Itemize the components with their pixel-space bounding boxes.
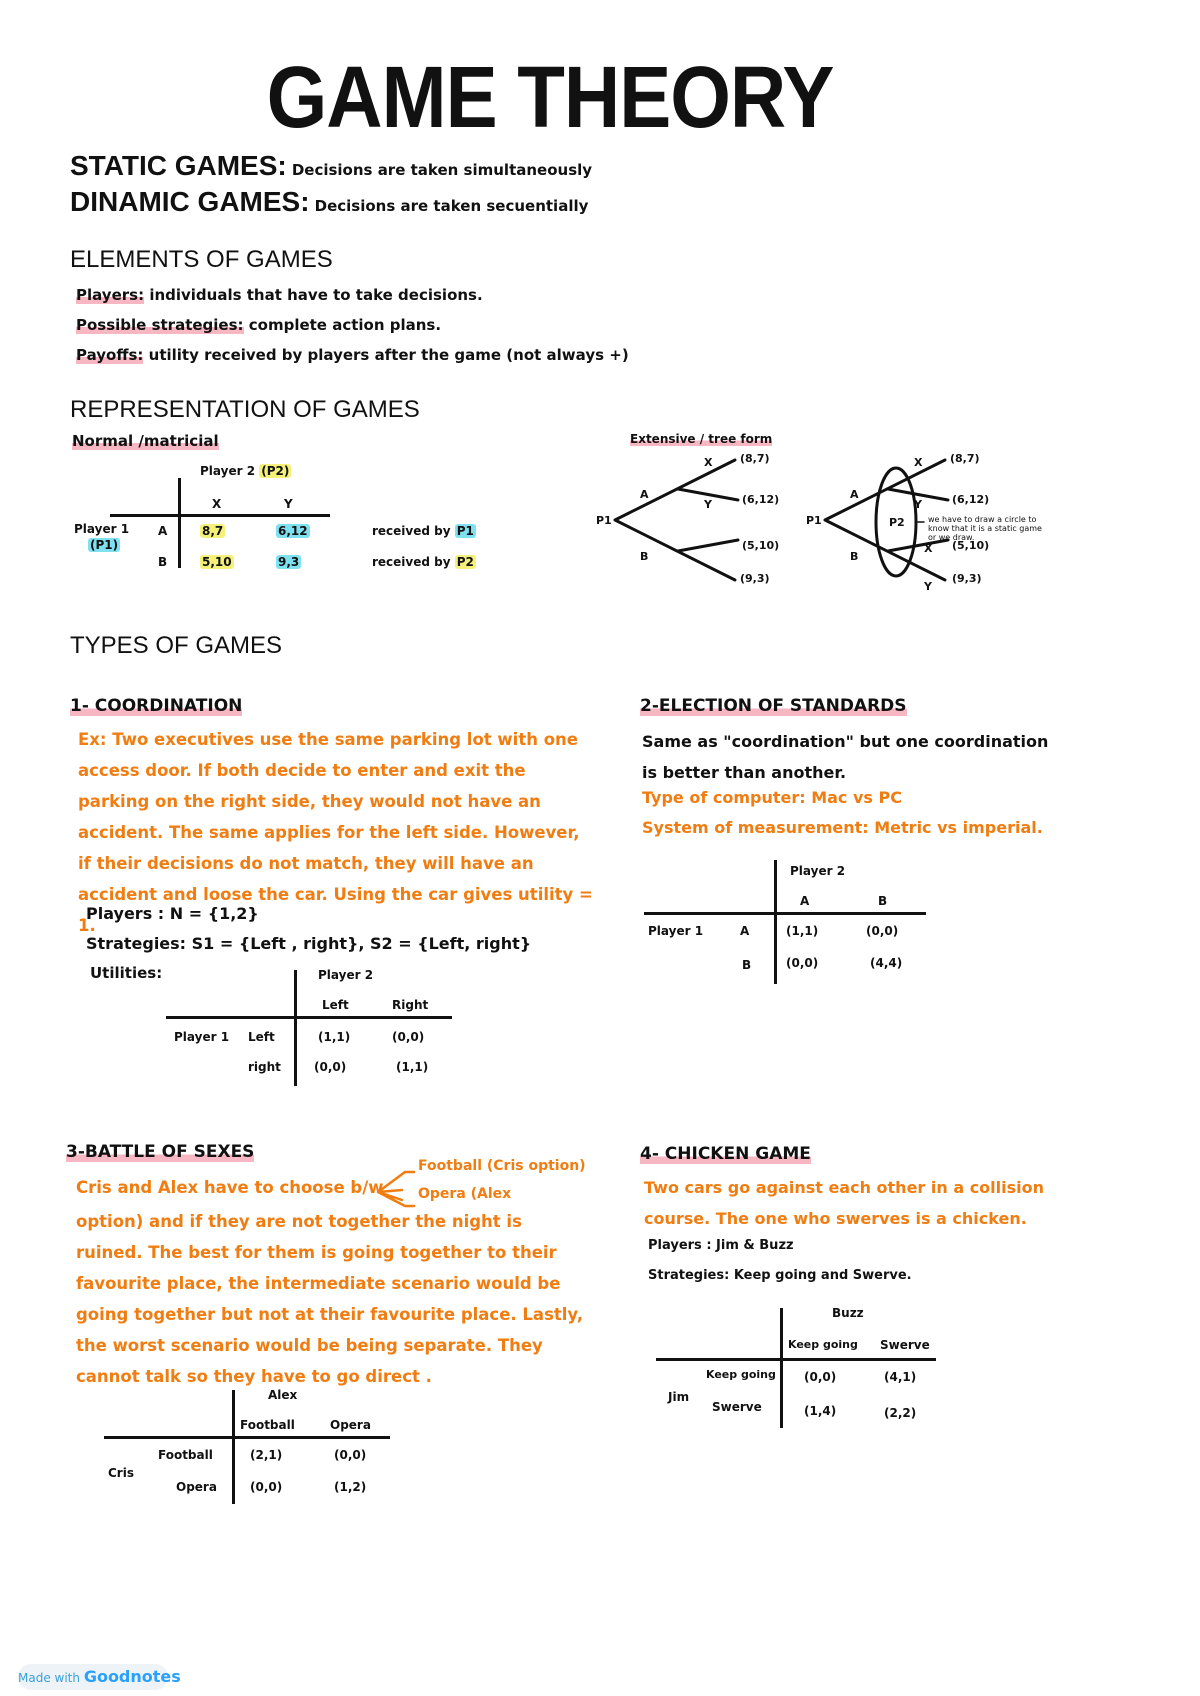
chicken-cell-ks: (4,1)	[884, 1370, 917, 1384]
battle-cell-oo: (1,2)	[334, 1480, 367, 1494]
chicken-col-player: Buzz	[832, 1306, 864, 1320]
coord-row-right: right	[248, 1060, 281, 1074]
chicken-cell-ss: (2,2)	[884, 1406, 917, 1420]
normal-col-y: Y	[284, 497, 293, 511]
representation-heading: REPRESENTATION OF GAMES	[70, 396, 420, 423]
cell-a-y: 6,12	[278, 524, 308, 538]
tree2-root: P1	[806, 514, 822, 527]
chicken-col-swerve: Swerve	[880, 1338, 930, 1352]
goodnotes-badge[interactable]	[18, 1664, 181, 1690]
players-label: Players:	[76, 286, 145, 304]
coord-cell-lr: (0,0)	[392, 1030, 425, 1044]
election-row-a: A	[740, 924, 750, 938]
strategies-label: Possible strategies:	[76, 316, 244, 334]
battle-vline	[232, 1390, 235, 1504]
cell-b-x: 5,10	[202, 555, 232, 569]
battle-col-opera: Opera	[330, 1418, 371, 1432]
normal-col-x: X	[212, 497, 222, 511]
battle-text: option) and if they are not together the night is ruined. The best for them is going together to their favourite place, the intermediate scenario would be going together but not at their favourite place. Lastly, the worst scenario would be being separate. They cannot talk so they have to go direct .	[76, 1212, 584, 1386]
chicken-strategies: Strategies: Keep going and Swerve.	[648, 1268, 912, 1283]
tree1-payoff-3: (5,10)	[742, 539, 780, 552]
tree2-payoff-2: (6,12)	[952, 493, 990, 506]
battle-cell-of: (0,0)	[250, 1480, 283, 1494]
payoffs-text: utility received by players after the game (not always +)	[148, 346, 629, 364]
coord-col-player: Player 2	[318, 968, 374, 982]
coordination-heading: 1- COORDINATION	[70, 696, 243, 716]
election-row-player: Player 1	[648, 924, 704, 938]
coord-row-left: Left	[248, 1030, 275, 1044]
tree2-x2: X	[924, 542, 933, 555]
normal-row-player: Player 1	[74, 522, 130, 536]
tree1-payoff-4: (9,3)	[740, 572, 770, 585]
election-cell-ab: (0,0)	[866, 924, 899, 938]
dynamic-games-text: Decisions are taken secuentially	[314, 197, 589, 215]
coord-col-right: Right	[392, 998, 429, 1012]
tree2-payoff-4: (9,3)	[952, 572, 982, 585]
strategies-text: complete action plans.	[248, 316, 442, 334]
tree1-branch-a: A	[640, 488, 649, 501]
tree1-x: X	[704, 456, 713, 469]
election-text: Same as "coordination" but one coordination is better than another.	[642, 732, 1049, 782]
cell-b-y: 9,3	[278, 555, 300, 569]
election-ex1: Type of computer: Mac vs PC	[642, 788, 902, 807]
coordination-utilities: Utilities:	[90, 964, 163, 982]
normal-subheading: Normal /matricial	[72, 432, 219, 450]
tree2-y2: Y	[924, 580, 932, 593]
election-col-player: Player 2	[790, 864, 846, 878]
tree2-branch-a: A	[850, 488, 859, 501]
battle-line1: Cris and Alex have to choose b/w	[76, 1178, 384, 1197]
coord-cell-rr: (1,1)	[396, 1060, 429, 1074]
dynamic-games-label: DINAMIC GAMES:	[70, 186, 310, 217]
static-games-text: Decisions are taken simultaneously	[291, 161, 593, 179]
election-cell-aa: (1,1)	[786, 924, 819, 938]
battle-heading: 3-BATTLE OF SEXES	[66, 1142, 255, 1162]
battle-option1: Football (Cris option)	[418, 1158, 586, 1174]
battle-row-football: Football	[158, 1448, 213, 1462]
tree2-payoff-3: (5,10)	[952, 539, 990, 552]
static-games-label: STATIC GAMES:	[70, 150, 287, 181]
battle-col-player: Alex	[268, 1388, 298, 1402]
note-received-p2: received by P2	[372, 555, 474, 569]
election-col-a: A	[800, 894, 810, 908]
battle-cell-ff: (2,1)	[250, 1448, 283, 1462]
chicken-col-keep: Keep going	[788, 1338, 858, 1351]
election-col-b: B	[878, 894, 888, 908]
cell-a-x: 8,7	[202, 524, 224, 538]
battle-row-opera: Opera	[176, 1480, 217, 1494]
tree2-branch-b: B	[850, 550, 859, 563]
election-heading: 2-ELECTION OF STANDARDS	[640, 696, 907, 716]
election-cell-ba: (0,0)	[786, 956, 819, 970]
coord-cell-ll: (1,1)	[318, 1030, 351, 1044]
chicken-cell-sk: (1,4)	[804, 1404, 837, 1418]
payoffs-label: Payoffs:	[76, 346, 144, 364]
tree1-y: Y	[704, 498, 712, 511]
page-title: GAME THEORY	[266, 47, 834, 147]
battle-row-player: Cris	[108, 1466, 134, 1480]
badge-brand: Goodnotes	[83, 1667, 181, 1686]
p1-tag: (P1)	[90, 538, 119, 552]
chicken-hline	[656, 1358, 936, 1361]
players-text: individuals that have to take decisions.	[149, 286, 483, 304]
tree2-inner: P2	[889, 516, 905, 529]
coord-row-player: Player 1	[174, 1030, 230, 1044]
chicken-row-swerve: Swerve	[712, 1400, 762, 1414]
chicken-cell-kk: (0,0)	[804, 1370, 837, 1384]
chicken-players: Players : Jim & Buzz	[648, 1238, 794, 1253]
coord-col-left: Left	[322, 998, 349, 1012]
badge-prefix: Made with	[18, 1671, 80, 1685]
normal-col-player: Player 2 (P2)	[200, 464, 290, 478]
tree1-branch-b: B	[640, 550, 649, 563]
battle-hline	[104, 1436, 390, 1439]
coord-cell-rl: (0,0)	[314, 1060, 347, 1074]
p2-tag: (P2)	[261, 464, 290, 478]
election-cell-bb: (4,4)	[870, 956, 903, 970]
normal-row-b: B	[158, 555, 168, 569]
chicken-heading: 4- CHICKEN GAME	[640, 1144, 811, 1164]
tree1-root: P1	[596, 514, 612, 527]
battle-cell-fo: (0,0)	[334, 1448, 367, 1462]
elements-heading: ELEMENTS OF GAMES	[70, 246, 333, 273]
election-ex2: System of measurement: Metric vs imperial.	[642, 818, 1043, 837]
chicken-vline	[780, 1308, 783, 1428]
coordination-text: Ex: Two executives use the same parking lot with one access door. If both decide to enter and exit the parking on the right side, they would not have an accident. The same applies for the left side. However, if their decisions do not match, they will have an accident and loose the car. Using the car gives utility = 1.	[78, 730, 593, 935]
coordination-strategies: Strategies: S1 = {Left , right}, S2 = {Left, right}	[86, 934, 532, 953]
battle-option2: Opera (Alex	[418, 1186, 512, 1202]
chicken-row-keep: Keep going	[706, 1368, 776, 1381]
chicken-row-player: Jim	[668, 1390, 690, 1404]
tree1-payoff-2: (6,12)	[742, 493, 780, 506]
tree2-note: we have to draw a circle to know that it is a static game or we draw.	[928, 515, 1042, 542]
tree2-y1: Y	[914, 498, 922, 511]
normal-row-a: A	[158, 524, 168, 538]
tree2-x1: X	[914, 456, 923, 469]
election-row-b: B	[742, 958, 752, 972]
note-received-p1: received by P1	[372, 524, 474, 538]
types-heading: TYPES OF GAMES	[70, 632, 283, 659]
extensive-subheading: Extensive / tree form	[630, 432, 773, 446]
coordination-players: Players : N = {1,2}	[86, 904, 259, 923]
tree2-payoff-1: (8,7)	[950, 452, 980, 465]
tree1-payoff-1: (8,7)	[740, 452, 770, 465]
battle-col-football: Football	[240, 1418, 295, 1432]
chicken-text: Two cars go against each other in a collision course. The one who swerves is a chicken.	[644, 1178, 1045, 1228]
